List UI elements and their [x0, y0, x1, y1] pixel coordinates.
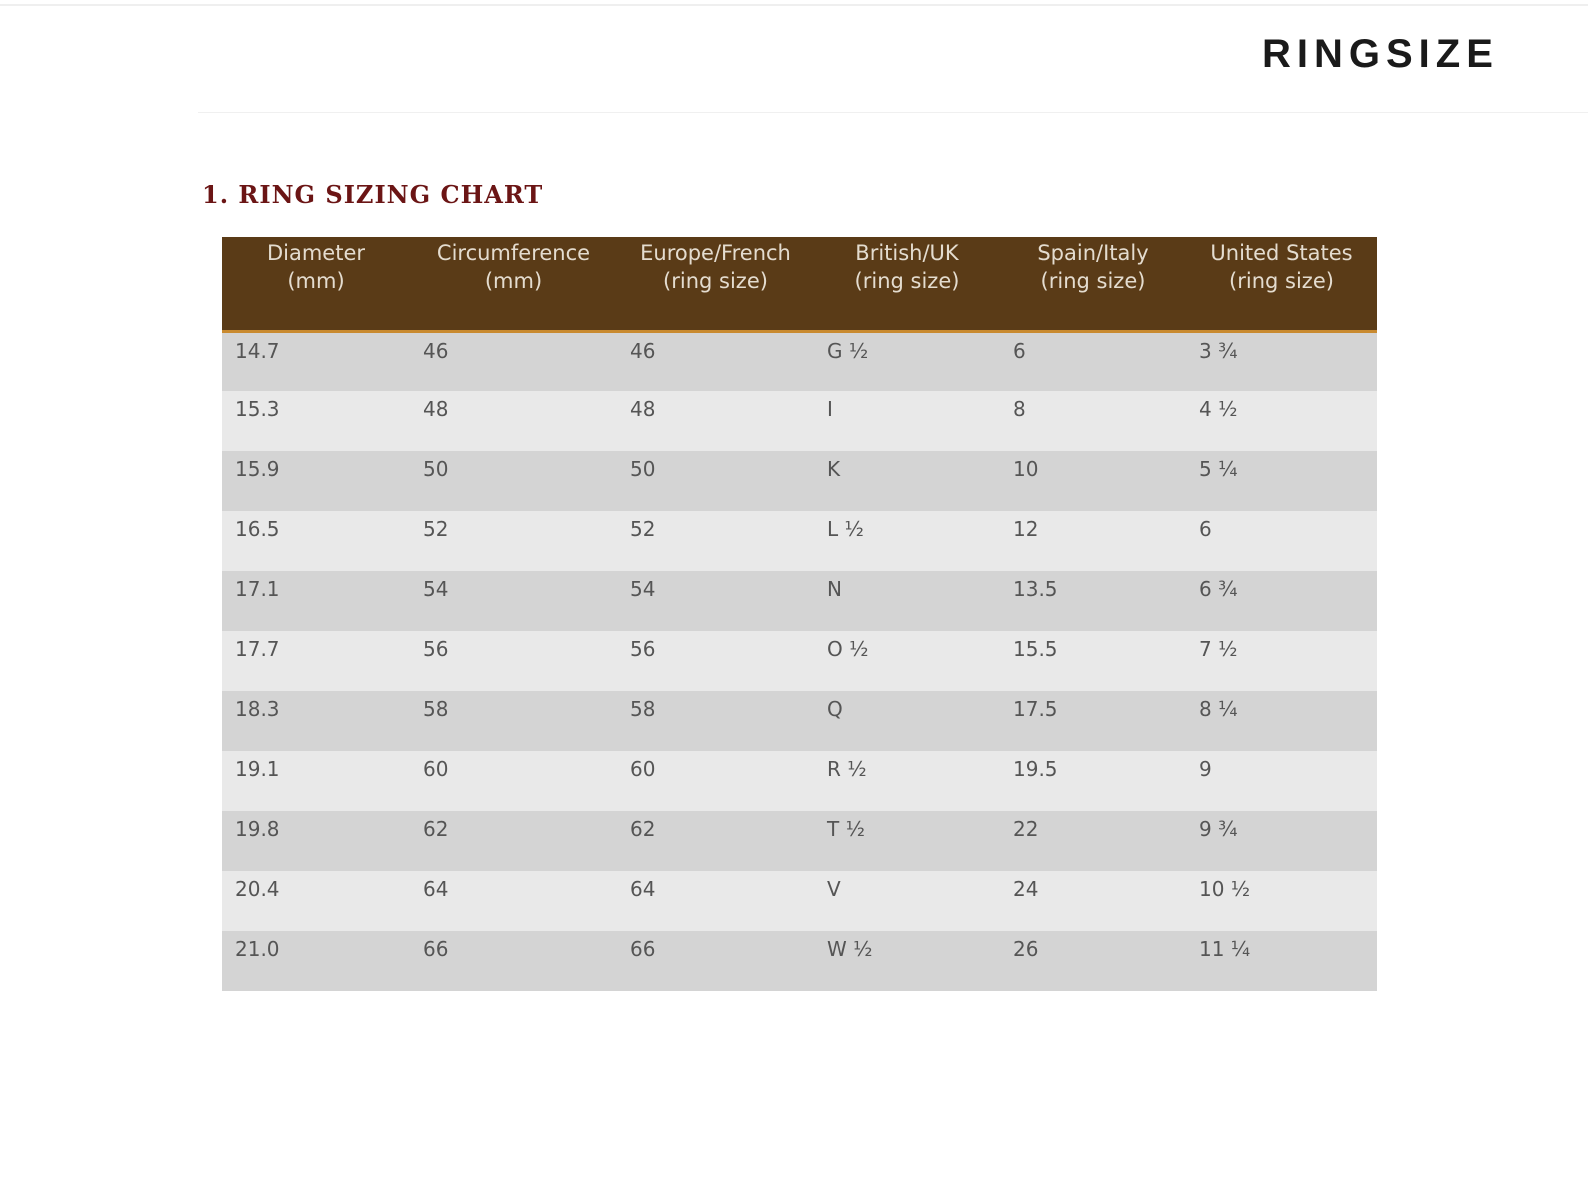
cell-diameter: 20.4 — [222, 871, 410, 931]
cell-circumference: 52 — [410, 511, 617, 571]
table-row — [222, 331, 1377, 391]
cell-diameter: 15.9 — [222, 451, 410, 511]
cell-british-uk: K — [814, 451, 1000, 511]
cell-british-uk: G ½ — [814, 331, 1000, 391]
section-title: 1. RING SIZING CHART — [202, 180, 544, 209]
cell-united-states: 11 ¼ — [1186, 931, 1377, 991]
cell-united-states: 6 — [1186, 511, 1377, 571]
cell-diameter: 17.1 — [222, 571, 410, 631]
column-header-line: Diameter — [266, 241, 366, 265]
cell-europe-french: 52 — [617, 511, 814, 571]
cell-british-uk: Q — [814, 691, 1000, 751]
cell-europe-french: 60 — [617, 751, 814, 811]
ring-size-table — [222, 237, 1377, 991]
cell-spain-italy: 8 — [1000, 391, 1186, 451]
cell-united-states: 7 ½ — [1186, 631, 1377, 691]
column-header-diameter — [222, 237, 410, 331]
column-header-line: (ring size) — [1040, 269, 1146, 293]
cell-united-states: 9 ¾ — [1186, 811, 1377, 871]
cell-united-states: 3 ¾ — [1186, 331, 1377, 391]
column-header-british-uk — [814, 237, 1000, 331]
column-header-line: (ring size) — [1229, 269, 1334, 293]
column-header-europe-french — [617, 237, 814, 331]
cell-united-states: 10 ½ — [1186, 871, 1377, 931]
cell-spain-italy: 10 — [1000, 451, 1186, 511]
cell-diameter: 19.1 — [222, 751, 410, 811]
cell-spain-italy: 24 — [1000, 871, 1186, 931]
cell-united-states: 4 ½ — [1186, 391, 1377, 451]
cell-united-states: 8 ¼ — [1186, 691, 1377, 751]
cell-europe-french: 64 — [617, 871, 814, 931]
cell-circumference: 56 — [410, 631, 617, 691]
cell-diameter: 14.7 — [222, 331, 410, 391]
cell-british-uk: L ½ — [814, 511, 1000, 571]
cell-british-uk: R ½ — [814, 751, 1000, 811]
cell-diameter: 21.0 — [222, 931, 410, 991]
cell-circumference: 64 — [410, 871, 617, 931]
table-header — [222, 237, 1377, 331]
column-header-line: (ring size) — [854, 269, 960, 293]
cell-united-states: 6 ¾ — [1186, 571, 1377, 631]
brand-logo: RINGSIZE — [1262, 32, 1499, 76]
cell-circumference: 50 — [410, 451, 617, 511]
cell-spain-italy: 13.5 — [1000, 571, 1186, 631]
column-header-united-states — [1186, 237, 1377, 331]
cell-british-uk: W ½ — [814, 931, 1000, 991]
cell-british-uk: O ½ — [814, 631, 1000, 691]
table-row — [222, 451, 1377, 511]
column-header-line: Circumference — [436, 241, 591, 265]
cell-circumference: 58 — [410, 691, 617, 751]
cell-british-uk: V — [814, 871, 1000, 931]
table-row — [222, 631, 1377, 691]
cell-spain-italy: 26 — [1000, 931, 1186, 991]
cell-diameter: 15.3 — [222, 391, 410, 451]
top-divider — [0, 4, 1588, 6]
cell-spain-italy: 17.5 — [1000, 691, 1186, 751]
cell-circumference: 46 — [410, 331, 617, 391]
table-row — [222, 871, 1377, 931]
table-row — [222, 571, 1377, 631]
column-header-line: United States — [1210, 241, 1353, 265]
cell-spain-italy: 6 — [1000, 331, 1186, 391]
cell-europe-french: 54 — [617, 571, 814, 631]
cell-united-states: 5 ¼ — [1186, 451, 1377, 511]
table-body — [222, 331, 1377, 991]
header-divider — [198, 112, 1588, 113]
table-row — [222, 511, 1377, 571]
column-header-line: (mm) — [484, 269, 543, 293]
column-header-line: British/UK — [855, 241, 959, 265]
cell-europe-french: 46 — [617, 331, 814, 391]
column-header-circumference — [410, 237, 617, 331]
cell-europe-french: 62 — [617, 811, 814, 871]
cell-diameter: 19.8 — [222, 811, 410, 871]
table-row — [222, 691, 1377, 751]
cell-spain-italy: 19.5 — [1000, 751, 1186, 811]
table-row — [222, 931, 1377, 991]
column-header-line: (ring size) — [663, 269, 768, 293]
column-header-line: Europe/French — [640, 241, 791, 265]
cell-spain-italy: 15.5 — [1000, 631, 1186, 691]
cell-circumference: 62 — [410, 811, 617, 871]
cell-europe-french: 56 — [617, 631, 814, 691]
cell-europe-french: 66 — [617, 931, 814, 991]
table-row — [222, 751, 1377, 811]
cell-circumference: 48 — [410, 391, 617, 451]
cell-diameter: 17.7 — [222, 631, 410, 691]
cell-diameter: 18.3 — [222, 691, 410, 751]
header-row — [222, 237, 1377, 331]
cell-united-states: 9 — [1186, 751, 1377, 811]
cell-british-uk: N — [814, 571, 1000, 631]
cell-circumference: 60 — [410, 751, 617, 811]
cell-spain-italy: 12 — [1000, 511, 1186, 571]
cell-circumference: 54 — [410, 571, 617, 631]
cell-europe-french: 58 — [617, 691, 814, 751]
cell-diameter: 16.5 — [222, 511, 410, 571]
table-row — [222, 811, 1377, 871]
cell-british-uk: T ½ — [814, 811, 1000, 871]
cell-europe-french: 50 — [617, 451, 814, 511]
column-header-line: (mm) — [287, 269, 345, 293]
cell-spain-italy: 22 — [1000, 811, 1186, 871]
cell-british-uk: I — [814, 391, 1000, 451]
cell-europe-french: 48 — [617, 391, 814, 451]
cell-circumference: 66 — [410, 931, 617, 991]
table-row — [222, 391, 1377, 451]
column-header-line: Spain/Italy — [1037, 241, 1149, 265]
column-header-spain-italy — [1000, 237, 1186, 331]
